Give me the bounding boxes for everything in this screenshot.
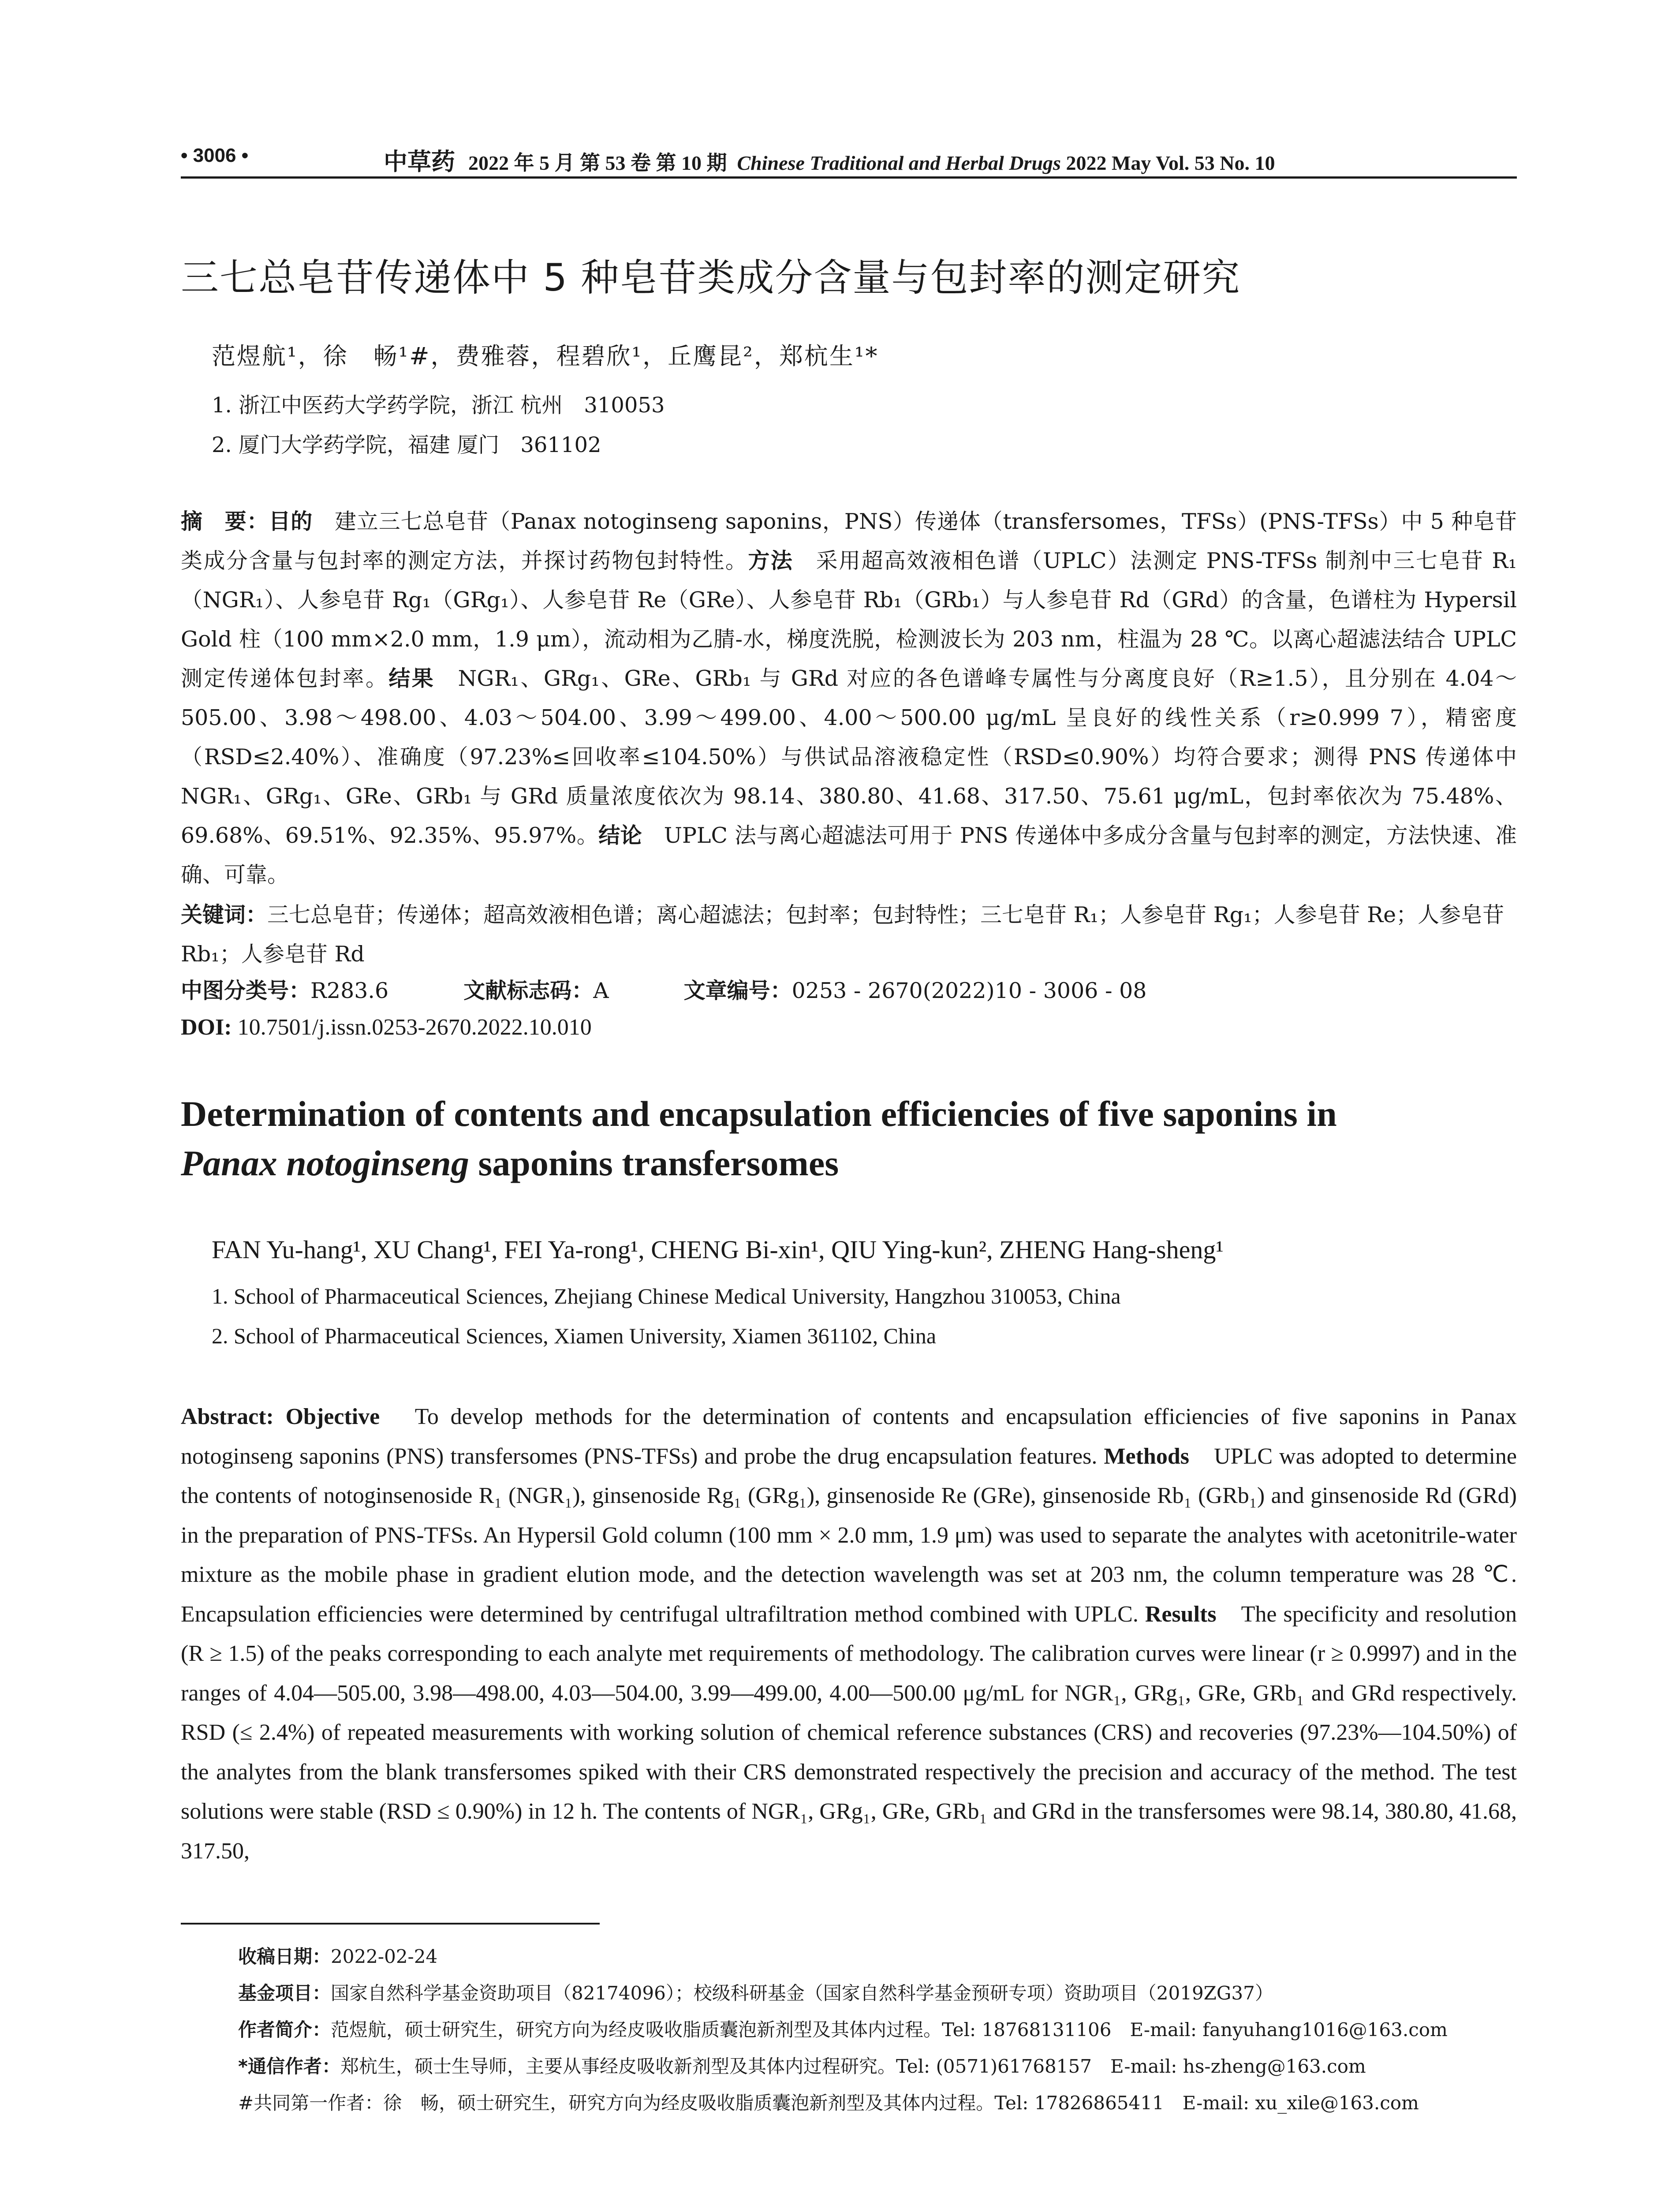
footnote-received — [238, 1938, 1517, 1975]
corresponding-value: 郑杭生，硕士生导师，主要从事经皮吸收新剂型及其体内过程研究。Tel: (0571)61768157 E-mail: hs-zheng@163.com — [340, 2056, 1366, 2077]
affiliation-en-2: 2. School of Pharmaceutical Sciences, Xiamen University, Xiamen 361102, China — [212, 1323, 937, 1348]
doi-line — [181, 1014, 592, 1040]
author-bio-value: 范煜航，硕士研究生，研究方向为经皮吸收脂质囊泡新剂型及其体内过程。Tel: 18768131106 E-mail: fanyuhang1016@163.com — [331, 2019, 1448, 2041]
received-label: 收稿日期： — [238, 1946, 331, 1967]
doi-value: 10.7501/j.issn.0253-2670.2022.10.010 — [231, 1015, 592, 1040]
affiliation-en-1: 1. School of Pharmaceutical Sciences, Zhejiang Chinese Medical University, Hangzhou 310053, China — [212, 1284, 1121, 1308]
objective-label-cn: 目的 — [269, 509, 313, 534]
article-no-label: 文章编号： — [683, 978, 792, 1003]
methods-label-en: Methods — [1104, 1443, 1189, 1469]
authors-cn: 范煜航¹，徐 畅¹#，费雅蓉，程碧欣¹，丘鹰昆²，郑杭生¹* — [212, 342, 879, 370]
title-en-line1: Determination of contents and encapsulation efficiencies of five saponins in — [181, 1094, 1337, 1134]
journal-name-en: Chinese Traditional and Herbal Drugs — [737, 152, 1061, 174]
clc-label: 中图分类号： — [181, 978, 311, 1003]
results-text-cn: NGR₁、GRg₁、GRe、GRb₁ 与 GRd 对应的各色谱峰专属性与分离度良好（R≥1.5），且分别在 4.04～505.00、3.98～498.00、4.03～504.00、3.99～499.00、4.00～500.00 μg/mL 呈良好的线性关系（r≥0.999 7），精密度（RSD≤2.40%）、准确度（97.23%≤回收率≤104.50%）与供试品溶液稳定性（RSD≤0.90%）均符合要求；测得 PNS 传递体中 NGR₁、GRg₁、GRe、GRb₁ 与 GRd 质量浓度依次为 98.14、380.80、41.68、317.50、75.61 μg/mL，包封率依次为 75.48%、69.68%、69.51%、92.35%、95.97%。 — [181, 666, 1517, 848]
issue-cn: 2022 年 5 月 第 53 卷 第 10 期 — [468, 152, 727, 174]
journal-name-cn: 中草药 — [384, 149, 455, 175]
objective-text-en: To develop methods for the determination of contents and encapsulation efficiencies of five saponins in Panax notoginseng saponins (PNS) transfersomes (PNS-TFSs) and probe the drug encapsulation features. — [181, 1404, 1517, 1469]
classification-line — [181, 974, 1146, 1005]
keywords-text-cn: 三七总皂苷；传递体；超高效液相色谱；离心超滤法；包封率；包封特性；三七皂苷 R₁；人参皂苷 Rg₁；人参皂苷 Re；人参皂苷 Rb₁；人参皂苷 Rd — [181, 902, 1505, 967]
results-label-cn: 结果 — [388, 666, 435, 691]
objective-text-cn: 建立三七总皂苷（Panax notoginseng saponins，PNS）传递体（transfersomes，TFSs）(PNS-TFSs）中 5 种皂苷类成分含量与包封率的测定方法，并探讨药物包封特性。 — [181, 509, 1517, 573]
journal-header — [384, 143, 1275, 177]
cofirst-label: #共同第一作者： — [238, 2092, 384, 2114]
footnotes — [238, 1938, 1517, 2121]
methods-text-en: UPLC was adopted to determine the contents of notoginsenoside R₁ (NGR₁), ginsenoside Rg₁ (GRg₁), ginsenoside Re (GRe), ginsenoside Rb₁ (GRb₁) and ginsenoside Rd (GRd) in the preparation of PNS-TFSs. An Hypersil Gold column (100 mm × 2.0 mm, 1.9 μm) was used to separate the analytes with acetonitrile-water mixture as the mobile phase in gradient elution mode, and the detection wavelength was set at 203 nm, the column temperature was 28 ℃. Encapsulation efficiencies were determined by centrifugal ultrafiltration method combined with UPLC. — [181, 1443, 1517, 1627]
paper-title-en — [181, 1089, 1548, 1188]
article-no-value: 0253 - 2670(2022)10 - 3006 - 08 — [791, 978, 1147, 1003]
keywords-label-cn: 关键词： — [181, 902, 268, 927]
doc-code-value: A — [593, 978, 609, 1003]
abstract-label-cn: 摘 要： — [181, 509, 269, 534]
results-label-en: Results — [1145, 1601, 1217, 1627]
corresponding-label: *通信作者： — [238, 2056, 340, 2077]
keywords-cn — [181, 895, 1517, 974]
clc-value: R283.6 — [310, 978, 389, 1003]
header-rule — [181, 176, 1517, 179]
title-en-italic: Panax notoginseng — [181, 1143, 469, 1183]
footnote-rule — [181, 1923, 600, 1925]
paper-title-cn: 三七总皂苷传递体中 5 种皂苷类成分含量与包封率的测定研究 — [181, 256, 1241, 300]
conclusion-text-cn: UPLC 法与离心超滤法可用于 PNS 传递体中多成分含量与包封率的测定，方法快速、准确、可靠。 — [181, 823, 1517, 887]
fund-label: 基金项目： — [238, 1982, 331, 2004]
cofirst-value: 徐 畅，硕士研究生，研究方向为经皮吸收脂质囊泡新剂型及其体内过程。Tel: 17826865411 E-mail: xu_xile@163.com — [383, 2092, 1419, 2114]
received-value: 2022-02-24 — [331, 1946, 438, 1967]
abstract-label-en: Abstract: Objective — [181, 1404, 380, 1429]
abstract-cn — [181, 502, 1517, 894]
conclusion-label-cn: 结论 — [598, 823, 642, 848]
methods-label-cn: 方法 — [748, 548, 794, 573]
footnote-cofirst — [238, 2085, 1517, 2121]
doc-code-label: 文献标志码： — [463, 978, 594, 1003]
footnote-fund — [238, 1975, 1517, 2011]
page-number: • 3006 • — [181, 145, 249, 166]
title-en-line2: saponins transfersomes — [469, 1143, 839, 1183]
authors-en: FAN Yu-hang¹, XU Chang¹, FEI Ya-rong¹, CHENG Bi-xin¹, QIU Ying-kun², ZHENG Hang-sheng¹ — [212, 1235, 1224, 1264]
abstract-en — [181, 1397, 1517, 1871]
methods-text-cn: 采用超高效液相色谱（UPLC）法测定 PNS-TFSs 制剂中三七皂苷 R₁（NGR₁）、人参皂苷 Rg₁（GRg₁）、人参皂苷 Re（GRe）、人参皂苷 Rb₁（GRb₁）与人参皂苷 Rd（GRd）的含量，色谱柱为 Hypersil Gold 柱（100 mm×2.0 mm，1.9 μm），流动相为乙腈-水，梯度洗脱，检测波长为 203 nm，柱温为 28 ℃。以离心超滤法结合 UPLC 测定传递体包封率。 — [181, 548, 1517, 691]
author-bio-label: 作者简介： — [238, 2019, 331, 2041]
affiliation-cn-1: 1. 浙江中医药大学药学院，浙江 杭州 310053 — [212, 393, 665, 418]
affiliation-cn-2: 2. 厦门大学药学院，福建 厦门 361102 — [212, 433, 601, 457]
issue-en: 2022 May Vol. 53 No. 10 — [1066, 152, 1275, 174]
doi-label: DOI: — [181, 1015, 232, 1040]
footnote-author — [238, 2011, 1517, 2048]
footnote-corresponding — [238, 2048, 1517, 2085]
fund-value: 国家自然科学基金资助项目（82174096）；校级科研基金（国家自然科学基金预研专项）资助项目（2019ZG37） — [331, 1982, 1273, 2004]
results-text-en: The specificity and resolution (R ≥ 1.5) of the peaks corresponding to each analyte met requirements of methodology. The calibration curves were linear (r ≥ 0.9997) and in the ranges of 4.04—505.00, 3.98—498.00, 4.03—504.00, 3.99—499.00, 4.00—500.00 μg/mL for NGR₁, GRg₁, GRe, GRb₁ and GRd respectively. RSD (≤ 2.4%) of repeated measurements with working solution of chemical reference substances (CRS) and recoveries (97.23%—104.50%) of the analytes from the blank transfersomes spiked with their CRS demonstrated respectively the precision and accuracy of the method. The test solutions were stable (RSD ≤ 0.90%) in 12 h. The contents of NGR₁, GRg₁, GRe, GRb₁ and GRd in the transfersomes were 98.14, 380.80, 41.68, 317.50, — [181, 1601, 1517, 1864]
